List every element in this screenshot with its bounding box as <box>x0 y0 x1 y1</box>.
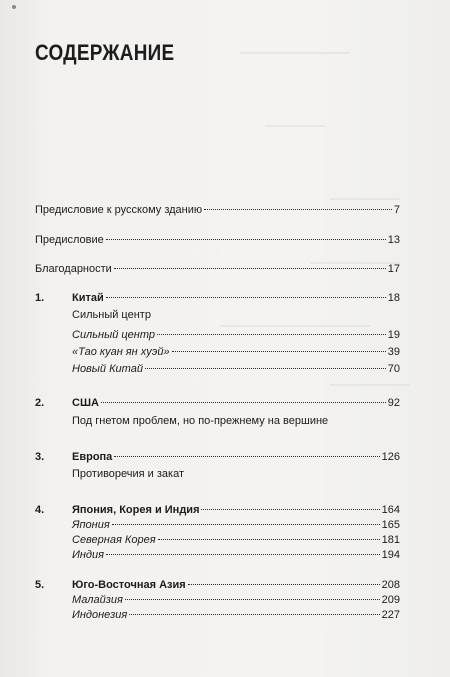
toc-entry-preface-russian[interactable] <box>35 203 400 217</box>
dot-leader <box>201 509 379 510</box>
toc-entry-acknowledgements[interactable] <box>35 262 400 276</box>
subentry-page: 227 <box>381 609 400 621</box>
toc-subentry[interactable] <box>72 593 400 607</box>
chapter-page: 18 <box>387 292 400 304</box>
toc-entry-page: 7 <box>393 204 400 216</box>
chapter-number: 5. <box>35 579 45 591</box>
toc-entry-label: Предисловие <box>35 234 104 246</box>
subentry-page: 194 <box>381 549 400 561</box>
toc-entry-label: Предисловие к русскому зданию <box>35 204 203 216</box>
subentry-label: Сильный центр <box>72 329 155 341</box>
toc-subentry[interactable] <box>72 518 400 532</box>
toc-entry-preface[interactable] <box>35 233 400 247</box>
dot-leader <box>106 554 380 555</box>
dot-leader <box>172 351 386 352</box>
toc-chapter-japan-korea-india[interactable] <box>72 503 400 517</box>
dot-leader <box>145 368 386 369</box>
dot-leader <box>157 334 386 335</box>
subentry-label: «Тао куан ян хуэй» <box>72 346 170 358</box>
dot-leader <box>106 297 386 298</box>
subentry-page: 19 <box>387 329 400 341</box>
dot-leader <box>112 524 380 525</box>
dot-leader <box>158 539 380 540</box>
subentry-label: Индия <box>72 549 104 561</box>
subentry-label: Северная Корея <box>72 534 156 546</box>
dot-leader <box>114 268 386 269</box>
chapter-title: Юго-Восточная Азия <box>72 579 186 591</box>
subentry-label: Япония <box>72 519 110 531</box>
chapter-title: Япония, Корея и Индия <box>72 504 200 516</box>
chapter-number: 2. <box>35 397 45 409</box>
subentry-page: 209 <box>381 594 400 606</box>
dot-leader <box>204 209 392 210</box>
chapter-number: 1. <box>35 292 45 304</box>
toc-chapter-southeast-asia[interactable] <box>72 578 400 592</box>
dot-leader <box>129 614 379 615</box>
dot-leader <box>188 584 380 585</box>
toc-chapter-europe[interactable] <box>72 450 400 464</box>
chapter-page: 208 <box>381 579 400 591</box>
chapter-section-title: Сильный центр <box>72 309 151 321</box>
toc-subentry[interactable] <box>72 345 400 359</box>
subentry-label: Малайзия <box>72 594 123 606</box>
chapter-title: Китай <box>72 292 104 304</box>
toc-entry-page: 17 <box>387 263 400 275</box>
dot-leader <box>114 456 379 457</box>
subentry-page: 70 <box>387 363 400 375</box>
chapter-section-title: Противоречия и закат <box>72 468 185 480</box>
page-title: СОДЕРЖАНИЕ <box>35 40 175 65</box>
toc-subentry[interactable] <box>72 608 400 622</box>
toc-subentry[interactable] <box>72 328 400 342</box>
chapter-title: США <box>72 397 99 409</box>
toc-subentry[interactable] <box>72 548 400 562</box>
toc-entry-page: 13 <box>387 234 400 246</box>
dot-leader <box>125 599 380 600</box>
dot-leader <box>101 402 386 403</box>
chapter-page: 164 <box>381 504 400 516</box>
toc-subentry[interactable] <box>72 362 400 376</box>
chapter-title: Европа <box>72 451 113 463</box>
toc-chapter-china[interactable] <box>72 291 400 305</box>
subentry-label: Индонезия <box>72 609 128 621</box>
subentry-label: Новый Китай <box>72 363 143 375</box>
chapter-section-title: Под гнетом проблем, но по-прежнему на вершине <box>72 415 329 427</box>
chapter-number: 3. <box>35 451 45 463</box>
chapter-page: 92 <box>387 397 400 409</box>
toc-chapter-usa[interactable] <box>72 396 400 410</box>
chapter-number: 4. <box>35 504 45 516</box>
toc-entry-label: Благодарности <box>35 263 112 275</box>
subentry-page: 165 <box>381 519 400 531</box>
dot-leader <box>106 239 386 240</box>
chapter-page: 126 <box>381 451 400 463</box>
subentry-page: 181 <box>381 534 400 546</box>
toc-subentry[interactable] <box>72 533 400 547</box>
subentry-page: 39 <box>387 346 400 358</box>
